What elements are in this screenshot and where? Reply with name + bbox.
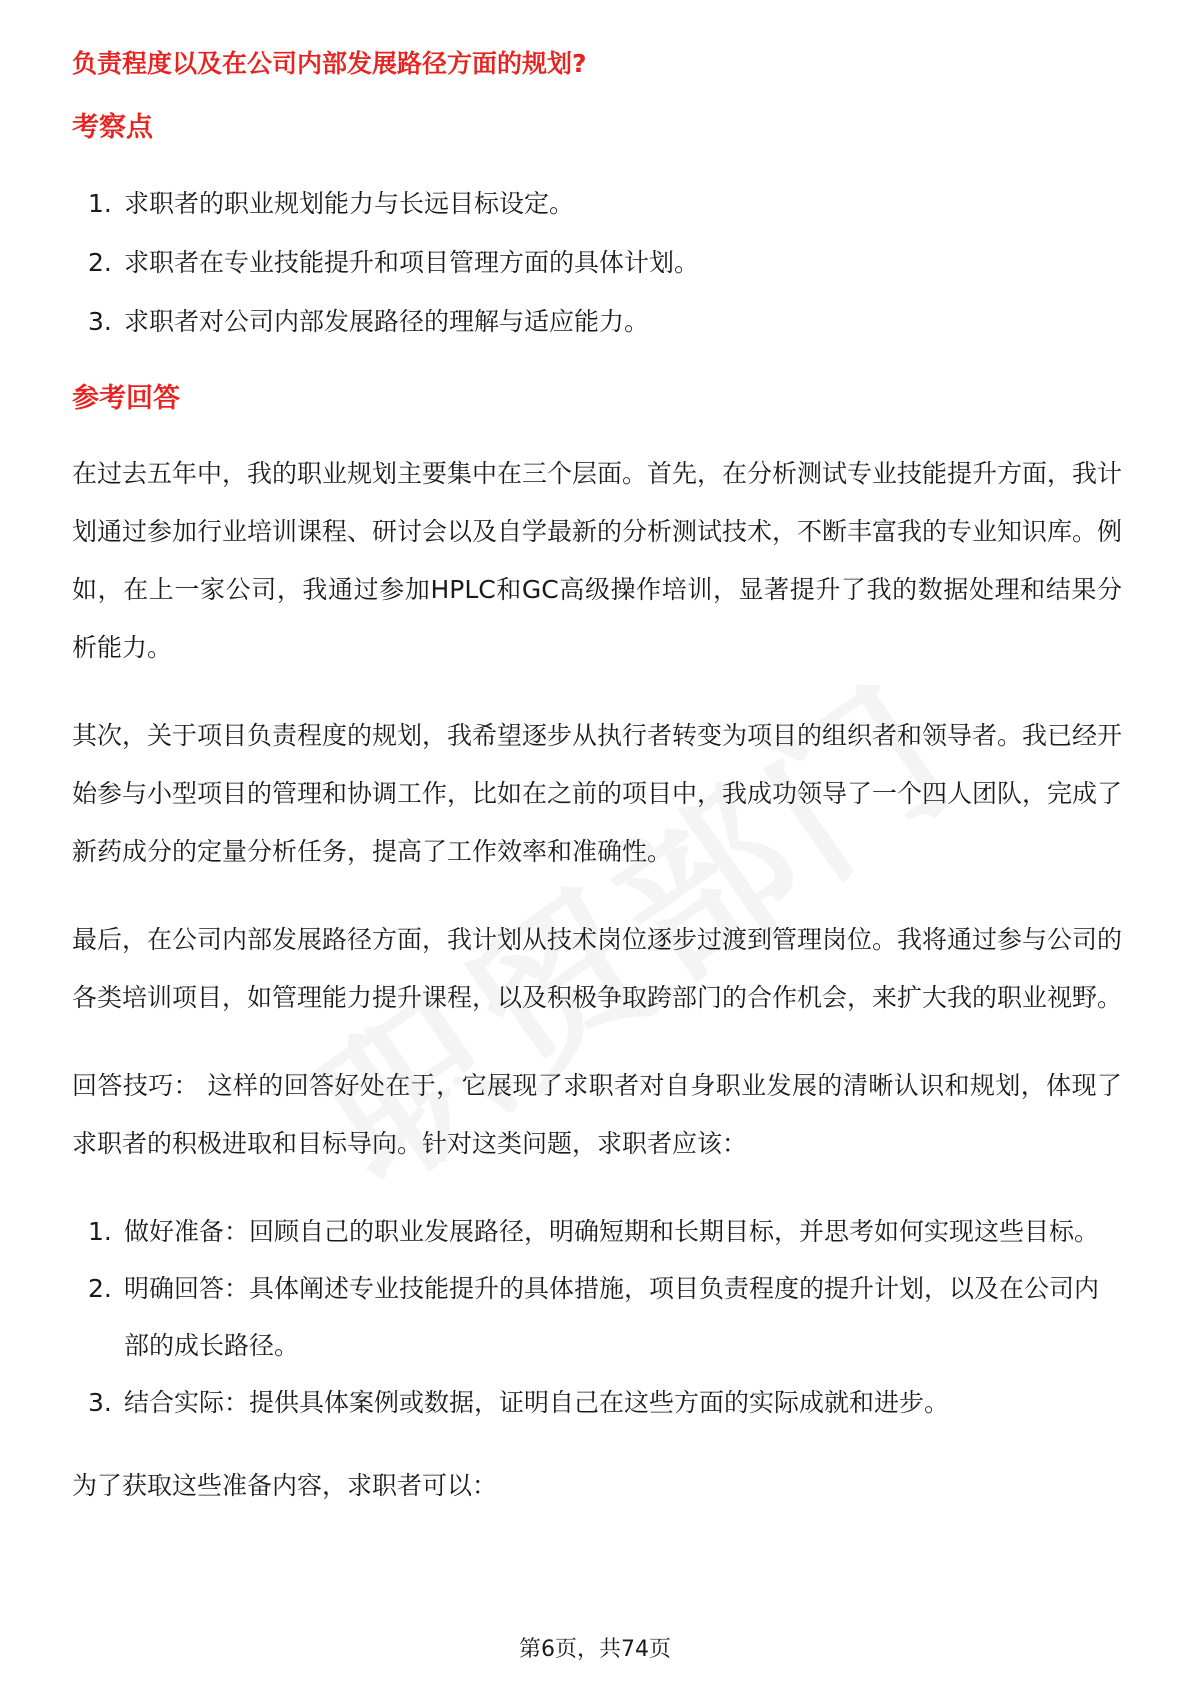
list-number: 1. bbox=[88, 189, 112, 218]
answer-tips-paragraph: 回答技巧： 这样的回答好处在于，它展现了求职者对自身职业发展的清晰认识和规划，体现了求职者的积极进取和目标导向。针对这类问题，求职者应该： bbox=[72, 1071, 1122, 1158]
list-item-text: 求职者对公司内部发展路径的理解与适应能力。 bbox=[124, 307, 650, 336]
list-item-text: 做好准备：回顾自己的职业发展路径，明确短期和长期目标，并思考如何实现这些目标。 bbox=[124, 1217, 1100, 1246]
list-number: 1. bbox=[88, 1217, 112, 1246]
tips-list bbox=[72, 1203, 1122, 1431]
answer-paragraph: 在过去五年中，我的职业规划主要集中在三个层面。首先，在分析测试专业技能提升方面，我计划通过参加行业培训课程、研讨会以及自学最新的分析测试技术，不断丰富我的专业知识库。例如，在上一家公司，我通过参加HPLC和GC高级操作培训，显著提升了我的数据处理和结果分析能力。 bbox=[72, 459, 1123, 662]
list-item-text: 求职者的职业规划能力与长远目标设定。 bbox=[124, 189, 575, 218]
list-item bbox=[72, 1374, 1122, 1431]
answer-paragraph: 最后，在公司内部发展路径方面，我计划从技术岗位逐步过渡到管理岗位。我将通过参与公司的各类培训项目，如管理能力提升课程，以及积极争取跨部门的合作机会，来扩大我的职业视野。 bbox=[72, 925, 1123, 1012]
list-number: 3. bbox=[88, 307, 112, 336]
exam-points-heading: 考察点 bbox=[72, 112, 153, 143]
list-item bbox=[72, 174, 1122, 233]
list-item bbox=[72, 292, 1122, 351]
question-title: 负责程度以及在公司内部发展路径方面的规划? bbox=[72, 49, 587, 78]
list-number: 2. bbox=[88, 1274, 112, 1303]
content-area bbox=[72, 46, 1122, 1545]
list-item bbox=[72, 1203, 1122, 1260]
closing-line: 为了获取这些准备内容，求职者可以： bbox=[72, 1471, 498, 1500]
list-item-text: 明确回答：具体阐述专业技能提升的具体措施，项目负责程度的提升计划，以及在公司内部的成长路径。 bbox=[124, 1274, 1100, 1360]
list-number: 2. bbox=[88, 248, 112, 277]
exam-points-list bbox=[72, 174, 1122, 351]
list-item-text: 结合实际：提供具体案例或数据，证明自己在这些方面的实际成就和进步。 bbox=[124, 1388, 950, 1417]
list-item bbox=[72, 1260, 1122, 1374]
list-item bbox=[72, 233, 1122, 292]
list-number: 3. bbox=[88, 1388, 112, 1417]
reference-answer-heading: 参考回答 bbox=[72, 383, 180, 414]
answer-paragraph: 其次，关于项目负责程度的规划，我希望逐步从执行者转变为项目的组织者和领导者。我已经开始参与小型项目的管理和协调工作，比如在之前的项目中，我成功领导了一个四人团队，完成了新药成分的定量分析任务，提高了工作效率和准确性。 bbox=[72, 721, 1123, 866]
page-footer: 第6页，共74页 bbox=[519, 1637, 671, 1662]
list-item-text: 求职者在专业技能提升和项目管理方面的具体计划。 bbox=[124, 248, 700, 277]
